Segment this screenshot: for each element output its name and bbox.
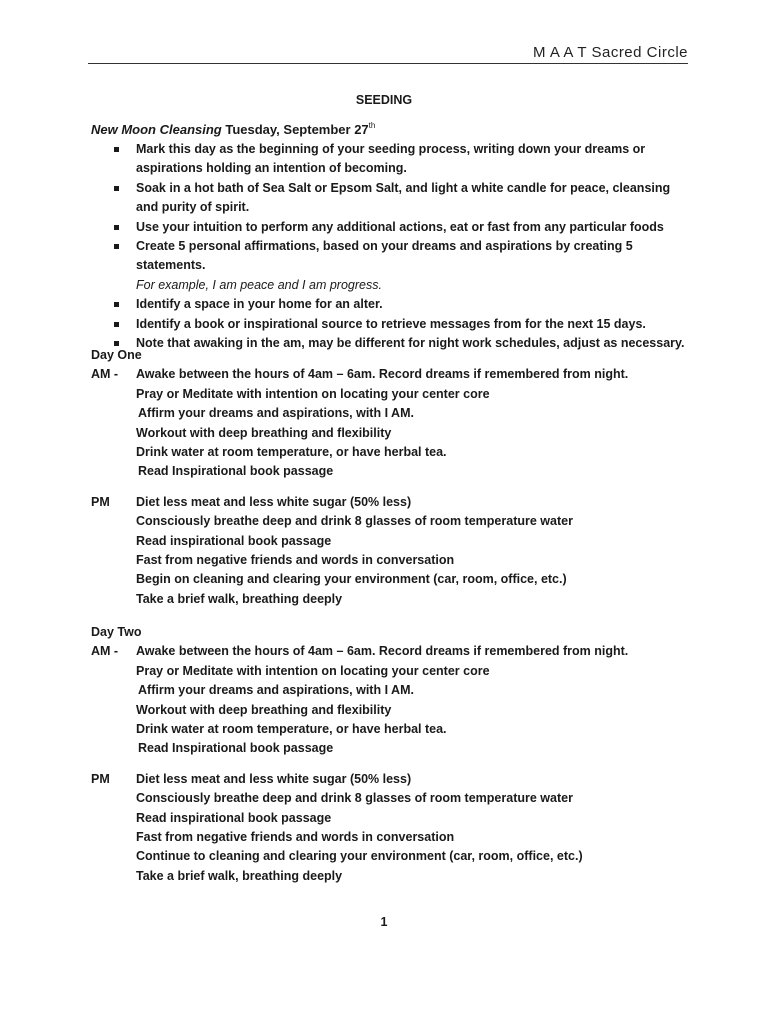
schedule-item: Begin on cleaning and clearing your environment (car, room, office, etc.) (136, 572, 567, 587)
bullet-item: Note that awaking in the am, may be different for night work schedules, adjust as necessary. (112, 334, 692, 353)
pm-label: PM (91, 494, 110, 509)
schedule-item: Workout with deep breathing and flexibility (136, 702, 392, 717)
schedule-item: Fast from negative friends and words in conversation (136, 830, 455, 845)
header-rule (88, 63, 688, 64)
schedule-item: Diet less meat and less white sugar (50% less) (136, 771, 412, 786)
bullet-item: Identify a space in your home for an alter. (112, 295, 692, 314)
pm-item-list (136, 770, 583, 886)
am-item-list (136, 642, 628, 758)
schedule-item: Drink water at room temperature, or have herbal tea. (136, 445, 447, 460)
schedule-item: Consciously breathe deep and drink 8 glasses of room temperature water (136, 791, 573, 806)
pm-schedule (91, 493, 691, 609)
schedule-item: Read inspirational book passage (136, 533, 332, 548)
day-heading: Day Two (91, 625, 142, 639)
pm-schedule (91, 770, 691, 886)
schedule-item: Read Inspirational book passage (138, 741, 334, 756)
bullet-item: Use your intuition to perform any additional actions, eat or fast from any particular foods (112, 218, 692, 237)
bullet-item: Soak in a hot bath of Sea Salt or Epsom Salt, and light a white candle for peace, cleansing and purity of spirit. (112, 179, 692, 218)
new-moon-label: New Moon Cleansing (91, 122, 222, 137)
new-moon-heading (91, 121, 375, 137)
schedule-item: Drink water at room temperature, or have herbal tea. (136, 722, 447, 737)
new-moon-bullet-list (112, 140, 692, 353)
pm-label: PM (91, 771, 110, 786)
day-one-section (91, 346, 691, 609)
day-two-section (91, 623, 691, 886)
new-moon-date: Tuesday, September 27 (225, 122, 369, 137)
schedule-item: Read inspirational book passage (136, 810, 332, 825)
schedule-item: Awake between the hours of 4am – 6am. Record dreams if remembered from night. (136, 644, 629, 659)
schedule-item: Workout with deep breathing and flexibility (136, 425, 392, 440)
header-title: M A A T Sacred Circle (532, 44, 688, 61)
schedule-item: Take a brief walk, breathing deeply (136, 591, 343, 606)
document-title: SEEDING (355, 93, 413, 107)
am-schedule (91, 365, 691, 481)
am-label: AM - (91, 644, 119, 659)
schedule-item: Read Inspirational book passage (138, 464, 334, 479)
schedule-item: Fast from negative friends and words in conversation (136, 553, 455, 568)
schedule-item: Diet less meat and less white sugar (50% less) (136, 494, 412, 509)
schedule-item: Continue to cleaning and clearing your environment (car, room, office, etc.) (136, 849, 583, 864)
am-label: AM - (91, 367, 119, 382)
bullet-item: Mark this day as the beginning of your seeding process, writing down your dreams or aspirations holding an intention of becoming. (112, 140, 692, 179)
schedule-item: Affirm your dreams and aspirations, with I AM. (138, 683, 414, 698)
schedule-item: Pray or Meditate with intention on locating your center core (136, 386, 490, 401)
day-heading: Day One (91, 348, 142, 362)
schedule-item: Awake between the hours of 4am – 6am. Record dreams if remembered from night. (136, 367, 629, 382)
am-schedule (91, 642, 691, 758)
pm-item-list (136, 493, 573, 609)
schedule-item: Take a brief walk, breathing deeply (136, 868, 343, 883)
page-number: 1 (380, 915, 388, 929)
schedule-item: Consciously breathe deep and drink 8 glasses of room temperature water (136, 514, 573, 529)
schedule-item: Pray or Meditate with intention on locating your center core (136, 663, 490, 678)
bullet-item: Create 5 personal affirmations, based on your dreams and aspirations by creating 5 statements. (112, 237, 692, 276)
affirmation-example: For example, I am peace and I am progress. (136, 277, 382, 292)
bullet-item: Identify a book or inspirational source to retrieve messages from for the next 15 days. (112, 315, 692, 334)
am-item-list (136, 365, 628, 481)
schedule-item: Affirm your dreams and aspirations, with I AM. (138, 406, 414, 421)
new-moon-date-suffix: th (368, 121, 376, 130)
